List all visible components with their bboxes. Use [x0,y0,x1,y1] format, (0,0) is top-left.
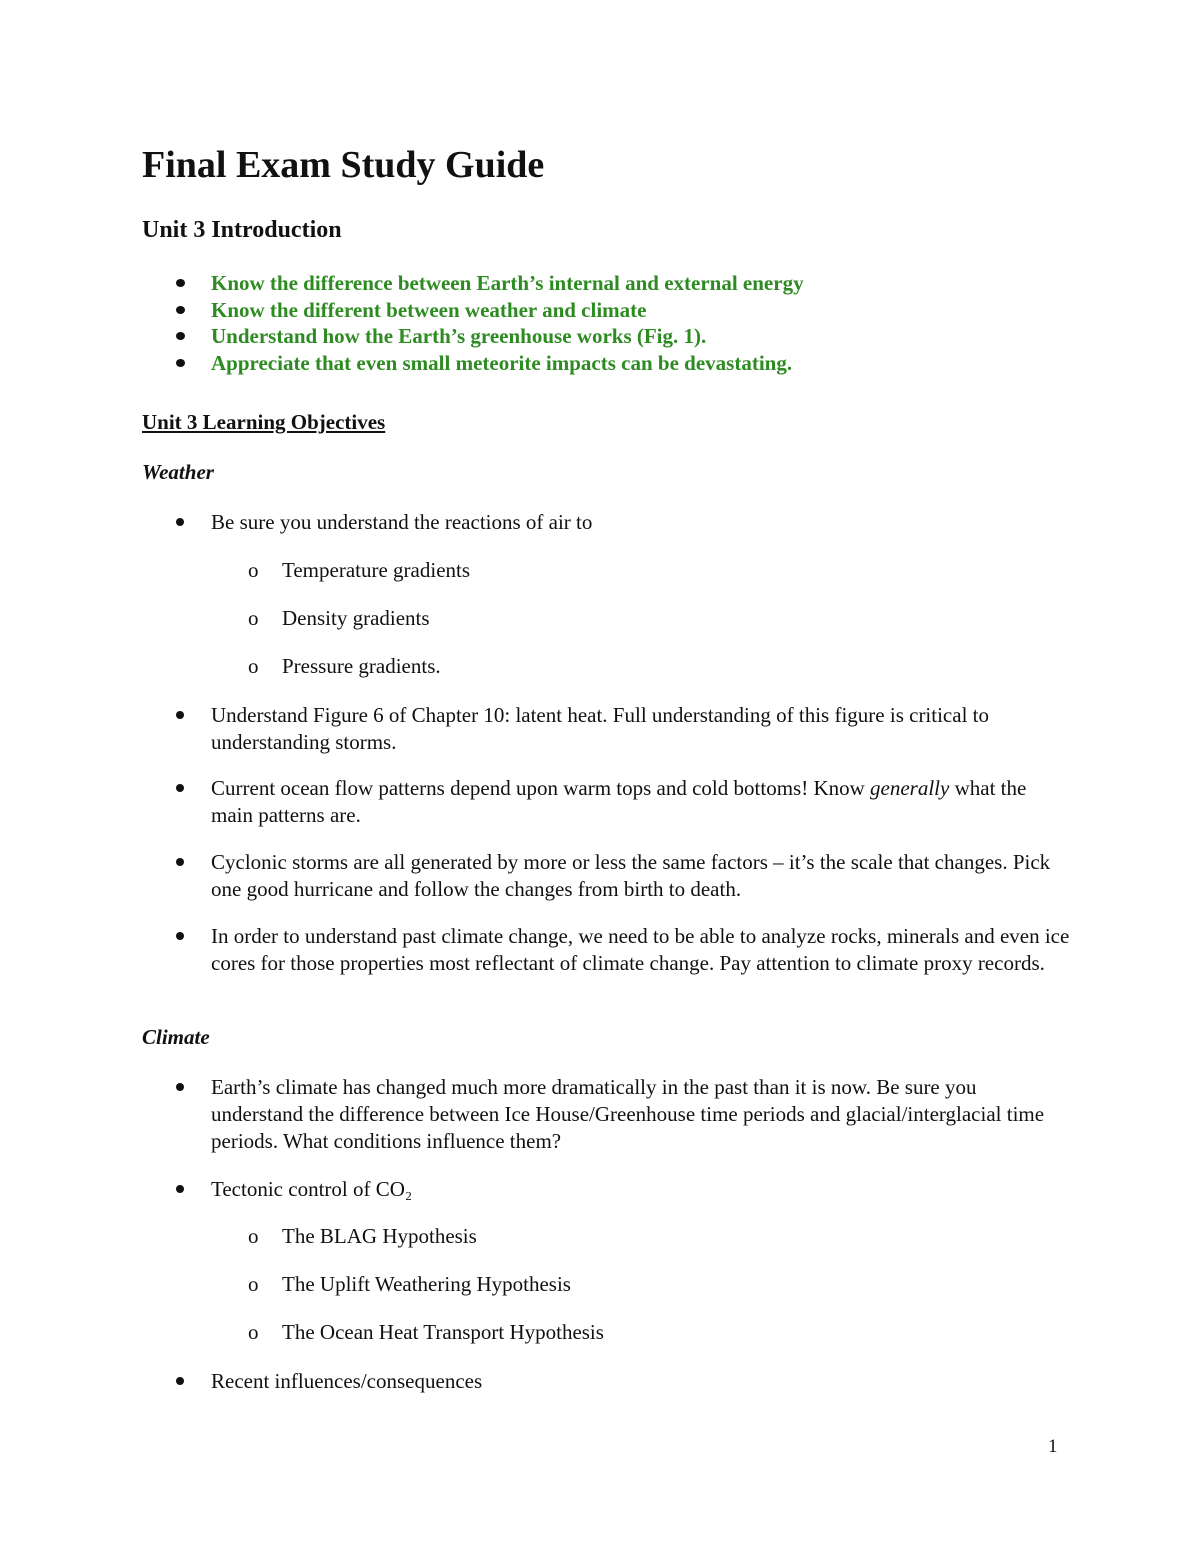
bullet-icon [176,711,184,719]
climate-item: Earth’s climate has changed much more dramatically in the past than it is now. Be sure you understand the difference between Ice House/Greenhouse time periods and glacial/interglacial time periods. What conditions influence them? [211,1074,1071,1155]
climate-sub-item: o The Ocean Heat Transport Hypothesis [248,1320,604,1344]
objectives-heading: Unit 3 Learning Objectives [142,410,386,434]
circle-bullet-icon: o [248,1272,259,1296]
weather-sub-item: o Pressure gradients. [248,654,441,678]
circle-bullet-icon: o [248,558,259,582]
emphasis-text: generally [870,776,950,800]
weather-item: Current ocean flow patterns depend upon warm tops and cold bottoms! Know generally what the main patterns are. [211,775,1071,829]
page-number: 1 [1048,1436,1058,1457]
circle-bullet-icon: o [248,1320,259,1344]
bullet-icon [176,279,185,287]
weather-item: In order to understand past climate change, we need to be able to analyze rocks, minerals and even ice cores for those properties most reflectant of climate change. Pay attention to climate proxy records. [211,923,1071,977]
circle-bullet-icon: o [248,1224,259,1248]
bullet-icon [176,932,184,940]
intro-item: Understand how the Earth’s greenhouse works (Fig. 1). [0,323,804,350]
weather-item: Cyclonic storms are all generated by more or less the same factors – it’s the scale that changes. Pick one good hurricane and follow the changes from birth to death. [211,849,1071,903]
climate-item: Tectonic control of CO₂ [211,1176,1071,1203]
weather-item: Understand Figure 6 of Chapter 10: latent heat. Full understanding of this figure is critical to understanding storms. [211,702,1071,756]
intro-item: Know the difference between Earth’s internal and external energy [0,270,804,297]
intro-heading: Unit 3 Introduction [142,217,342,243]
bullet-icon [176,1185,184,1193]
circle-bullet-icon: o [248,654,259,678]
weather-sub-item: o Temperature gradients [248,558,471,582]
bullet-icon [176,1377,184,1385]
bullet-icon [176,359,185,367]
weather-item: Be sure you understand the reactions of air to [211,509,1071,536]
bullet-icon [176,332,185,340]
weather-sub-item: o Density gradients [248,606,430,630]
climate-sub-item: o The Uplift Weathering Hypothesis [248,1272,571,1296]
climate-sub-item: o The BLAG Hypothesis [248,1224,477,1248]
page-title: Final Exam Study Guide [142,144,545,186]
intro-item: Appreciate that even small meteorite impacts can be devastating. [0,350,804,377]
bullet-icon [176,784,184,792]
circle-bullet-icon: o [248,606,259,630]
intro-item: Know the different between weather and climate [0,297,804,324]
intro-list [0,270,804,376]
bullet-icon [176,518,184,526]
weather-heading: Weather [142,460,214,484]
bullet-icon [176,1083,184,1091]
climate-item: Recent influences/consequences [211,1368,1071,1395]
climate-heading: Climate [142,1025,210,1049]
bullet-icon [176,306,185,314]
bullet-icon [176,858,184,866]
